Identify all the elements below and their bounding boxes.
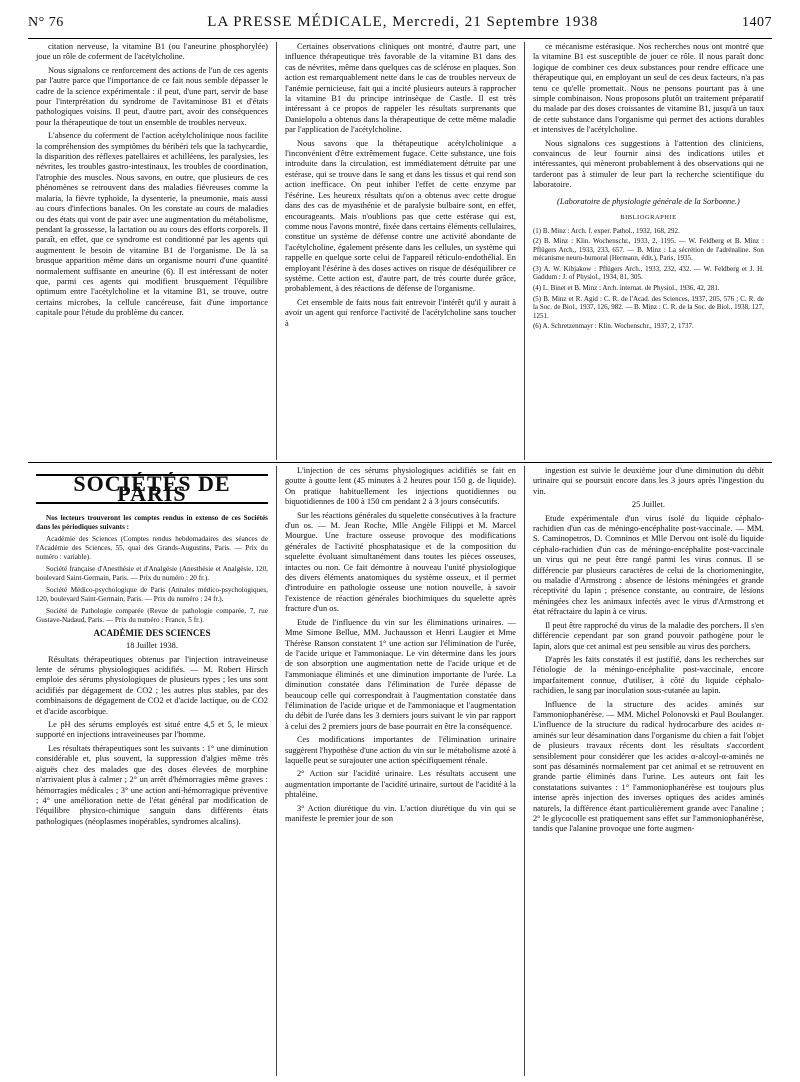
periodical-item: Société Médico-psychologique de Paris (Annales médico-psychologiques, 120, boulevard Saint-Germain, Paris. — Prix du numéro : 24 fr.). — [36, 585, 268, 603]
paragraph: Cet ensemble de faits nous fait entrevoir l'intérêt qu'il y aurait à avoir un agent qui renforce l'activité de l'acétylcholine sans toucher à — [284, 297, 516, 328]
paragraph: Le pH des sérums employés est situé entre 4,5 et 5, le mieux supporté en injections intraveineuses par l'homme. — [36, 720, 268, 740]
issue-number: N° 76 — [28, 15, 64, 30]
bibliography-entry: (6) A. Schretzenmayr : Klin. Wochenschr., 1937, 2, 1737. — [532, 322, 694, 331]
bibliography-title: BIBLIOGRAPHIE — [620, 214, 677, 222]
paragraph: Les résultats thérapeutiques sont les suivants : 1° une diminution considérable et, plus souvent, la suppression d'algies même très aiguës chez des malades que des doses élevées de morphine n'arrivaient plus à calmer ; 2° un arrêt d'hémorragies même graves : hémorragies médicales ; 3° une action anti-hémorragique préventive ; 4° une amélioration nette de l'état général par modification de l'équilibre physico-chimique sanguin dans différents états pathologiques (néoplasmes inopérables, syndromes alcalins). — [36, 743, 268, 826]
paragraph: 2° Action sur l'acidité urinaire. Les résultats accusent une augmentation importante de l'acidité urinaire, surtout de l'acidité à la phtaléine. — [284, 769, 516, 800]
session-date: 25 Juillet. — [631, 500, 665, 510]
article-column-3 — [524, 42, 772, 460]
paragraph: Influence de la structure des acides aminés sur l'ammoniophanérèse. — MM. Michel Polonovski et Paul Boulanger. L'influence de la structure du radical hydrocarbure des acides α-aminés sur leur désamination dans l'organisme du chien a fait l'objet de plusieurs travaux récents dont les résultats s'accordent sensiblement pour considérer que les acides α-alcoyl-α-aminés ne sont pas désaminés normalement par cet animal et se retrouvent en grande partie éliminés dans l'urine. Les auteurs ont fait les constatations suivantes : 1° l'ammoniophanérèse est toujours plus intense après injection des inverses optiques des acides aminés naturels, la différence étant particulièrement grande avec l'analine ; 2° le glycocolle est pratiquement sans effet sur l'ammoniophanérèse, tandis que l'alanine provoque une forte augmen- — [532, 699, 764, 834]
paragraph: Certaines observations cliniques ont montré, d'autre part, une influence thérapeutique très favorable de la vitamine B1 dans des cas de névrites, même dans quelques cas de sclérose en plaques. Son action est remarquablement nette dans le cas de troubles nerveux de l'anémie pernicieuse, fait qui a incité plusieurs auteurs à rapprocher la vitamine B1 du principe intrinsèque de Castle. Il est très intéressant à ce propos de rappeler les résultats surprenants que Danielopolu a obtenus dans la thérapeutique de cette même maladie par l'application de l'acétylcholine. — [284, 42, 516, 135]
article-columns — [28, 42, 772, 460]
paragraph: ingestion est suivie le deuxième jour d'une diminution du débit urinaire qui se poursuit encore dans les 3 jours après l'ingestion du vin. — [532, 466, 764, 496]
paragraph: Nous signalons ce renforcement des actions de l'un de ces agents par l'autre parce que l'importance de ce fait nous semble dépasser le cadre de la science expérimentale : il peut, d'une part, servir de base pour l'interprétation du syndrome de l'avitaminose B1 et d'états pathologiques voisins. Il peut, d'autre part, avoir des conséquences pour la thérapeutique de tout un ensemble de troubles nerveux. — [36, 65, 268, 127]
paragraph: citation nerveuse, la vitamine B1 (ou l'aneurine phosphorylée) joue un rôle de coferment de l'acétylcholine. — [36, 42, 268, 62]
page-header — [28, 14, 772, 38]
paragraph: Résultats thérapeutiques obtenus par l'injection intraveineuse lente de sérums physiologiques acidifiés. — M. Robert Hirsch emploie des sérums physiologiques de plusieurs types ; les uns sont acidifiés par dégagement de CO2 ; les autres plus stables, par des combinaisons de dégagement de CO2 et d'acide lactique, ou de CO2 et d'acide ascorbique. — [36, 654, 268, 716]
paragraph: Sur les réactions générales du squelette consécutives à la fracture d'un os. — M. Jean Roche, Mlle Angèle Filippi et M. Marcel Mourgue. Une fracture osseuse provoque des modifications générales de l'activité phosphatasique et de la composition du squelette évoluant simultanément dans toutes les pièces osseuses, intactes ou non. Ce fait démontre à nouveau l'unité physiologique des divers éléments anatomiques du système osseux, et il permet d'introduire en pathologie osseuse une notion nouvelle, à savoir l'existence de réaction générales biochimiques du squelette après fracture d'un os. — [284, 510, 516, 614]
journal-title: LA PRESSE MÉDICALE, Mercredi, 21 Septembre 1938 — [207, 14, 599, 30]
paragraph: 3° Action diurétique du vin. L'action diurétique du vin qui se manifeste le premier jour de son — [284, 803, 516, 823]
page-number: 1407 — [741, 15, 772, 30]
paragraph: Etude de l'influence du vin sur les éliminations urinaires. — Mme Simone Bellue, MM. Juchausson et Henri Laugier et Mme Thérèse Ranson constatent 1° une action sur l'élimination de l'urée, de l'acide urique et l'ammoniaque. Le vin détermine dans les jours de son absorption une augmentation nette de l'acide urique et de l'ammoniaque éliminés et une diminution importante de l'urée. La diminution constatée dans l'élimination de l'urée dépasse de beaucoup celle qui correspondrait à l'augmentation constatée dans l'élimination de l'acide urique et de l'ammoniaque et l'augmentation du débit de l'urée dans les 3 derniers jours suivant le vin par rapport à celui des 2 premiers jours de base pourrait en être la conséquence. — [284, 617, 516, 731]
session-date: 18 Juillet 1938. — [126, 641, 178, 651]
lab-credit: (Laboratoire de physiologie générale de la Sorbonne.) — [557, 196, 740, 206]
paragraph: Ces modifications importantes de l'élimination urinaire suggèrent l'hypothèse d'une action du vin sur le métabolisme azoté à laquelle peut se surajouter une action spécifiquement rénale. — [284, 735, 516, 765]
paragraph: L'absence du coferment de l'action acétylcholinique nous facilite la compréhension des symptômes du béribéri tels que la tachycardie, la disparition des réflexes patellaires et achilléens, les paralysies, les névrites, les troubles gastro-intestinaux, les troubles de coordination, l'atrophie des muscles. Nous savons, en outre, que plusieurs de ces phénomènes se retrouvent dans des maladies fiévreuses comme la malaria, la fièvre typhoïde, la dysenterie, la pneumonie, mais aussi au cours d'infections banales. On les constate au cours de maladies ou des états qui vont de pair avec une augmentation du métabolisme, pendant la grossesse, la lactation ou au cours des efforts corporels. Il paraît, en effet, que ce syndrome est conditionné par les agents qui augmentent le besoin de vitamine B1 de l'organisme. De là sa brusque apparition même dans un organisme nourri d'une quantité normalement suffisante en aneurine (6). Il est intéressant de noter que, parmi ces agents qui modifient brusquement l'équilibre optimum entre l'acétylcholine et la vitamine B1, se trouve, outre certains microbes, la cellule cancéreuse, fait d'une importance capitale pour l'étude du problème du cancer. — [36, 131, 268, 318]
periodical-item: Société de Pathologie comparée (Revue de pathologie comparée, 7, rue Gustave-Nadaud, Paris. — Prix du numéro : France, 5 fr.). — [36, 606, 268, 624]
bibliography — [533, 227, 764, 332]
article-column-1 — [28, 42, 276, 460]
societes-column-3 — [524, 466, 772, 1076]
paragraph: Nous savons que la thérapeutique acétylcholinique a l'inconvénient d'être extrêmement fugace. Cette substance, une fois introduite dans la circulation, est immédiatement détruite par une estérase, qui se trouve dans le sang et dans les tissus et qui rend son action inefficace. On peut inhiber l'effet de cette enzyme par l'ésérine. Les heureux résultats qu'on a obtenus avec cette drogue dans des cas de myasthénie et de paralysie bulbaire sont, en effet, encourageants. Mais n'oublions pas que cette estérase qui est, comme nous l'avons montré, fixée dans certains éléments cellulaires, constitue un système de défense contre une activité abondante de l'acétylcholine, également présente dans les cellules, un système qui rappelle en quelque sorte celui de l'appareil réticulo-endothélial. En employant l'ésérine à des doses actives on risque de déséquilibrer ce système. Cette action est, d'autre part, de très courte durée grâce, probablement, à des réactions de défense de l'organisme. — [284, 138, 516, 294]
section-divider — [28, 462, 772, 463]
header-rule — [28, 38, 772, 39]
societes-column-2 — [276, 466, 524, 1076]
paragraph: L'injection de ces sérums physiologiques acidifiés se fait en goutte à goutte lent (45 minutes à 2 heures pour 150 g. de liquide). On pratique habituellement les injections quotidiennes ou biquotidiennes de 100 à 150 cm pendant 2 à 3 jours consécutifs. — [284, 466, 516, 507]
section-title: SOCIÉTÉS DE PARIS — [36, 474, 268, 504]
paragraph: Etude expérimentale d'un virus isolé du liquide céphalo-rachidien d'un cas de méningo-encéphalite post-vaccinale. — MM. S. Caminopetros, D. Comninos et Mlle Dervou ont isolé du liquide céphalo-rachidien d'un cas de méningo-encéphalite post-vaccinale un virus qui ne peut être rangé parmi les virus connus. Il se différencie par plusieurs caractères de celui de la choriomeningite, ou maladie d'Armstrong : absence de lésions méningées et grande réceptivité du lapin ; présence constante, au contraire, de lésions méningées chez les animaux infectés avec le virus d'Armstrong et état réfractaire du lapin à ce virus. — [532, 513, 764, 617]
article-column-2 — [276, 42, 524, 460]
bibliography-entry: (4) L. Binet et B. Minz : Arch. internat. de Physiol., 1936, 42, 281. — [532, 284, 720, 293]
bibliography-entry: (3) A. W. Kibjakow : Pflügers Arch., 1933, 232, 432. — W. Feldberg et J. H. Gaddum : J. of Physiol., 1934, 81, 305. — [532, 264, 764, 282]
periodicals-list — [36, 514, 268, 625]
bibliography-entry: (1) B. Minz : Arch. f. exper. Pathol., 1932, 168, 292. — [532, 226, 680, 235]
periodicals-intro: Nos lecteurs trouveront les comptes rendus in extenso de ces Sociétés dans les périodiques suivants : — [36, 513, 268, 531]
paragraph: Nous signalons ces suggestions à l'attention des cliniciens, convaincus de leur fournir ainsi des indications utiles et intéressantes, qui mèneront probablement à des observations qui ne tarderont pas à stimuler de leur part la recherche scientifique du laboratoire. — [532, 138, 764, 190]
periodical-item: Société française d'Anesthésie et d'Analgésie (Anesthésie et Analgésie, 120, boulevard Saint-Germain, Paris. — Prix du numéro : 20 fr.). — [36, 564, 268, 582]
paragraph: Il peut être rapproché du virus de la maladie des porchers. Il s'en différencie cependant par son grand pouvoir pathogène pour le lapin, alors que cet animal est peu sensible au virus des porchers. — [532, 620, 764, 651]
societes-columns — [28, 466, 772, 1076]
periodical-item: Académie des Sciences (Comptes rendus hebdomadaires des séances de l'Académie des Sciences, 55, quai des Grands-Augustins, Paris. — Prix du numéro : variable). — [36, 534, 268, 561]
paragraph: ce mécanisme estérasique. Nos recherches nous ont montré que la vitamine B1 est susceptible de jouer ce rôle. Il nous paraît donc logique de combiner ces deux substances pour rendre efficace une thérapeutique qui, en employant un seul de ces deux facteurs, n'a pas tenu ce qu'elle promettait. Nous ne pensons pourtant pas à une simple combinaison. Nous proposons plutôt un traitement préparatif du malade par des doses croissantes de vitamine B1, jusqu'à un taux de cette substance dans l'organisme qui permet des actions durables et intensives de l'acétylcholine. — [532, 42, 764, 135]
academie-heading: ACADÉMIE DES SCIENCES — [93, 627, 211, 638]
paragraph: D'après les faits constatés il est justifié, dans les recherches sur l'étiologie de la méningo-encéphalite post-vaccinale, encore imparfaitement connue, d'utiliser, à côté du liquide céphalo-rachidien, le sang par inoculation sous-cutanée au lapin. — [532, 654, 764, 696]
bibliography-entry: (5) B. Minz et R. Agid : C. R. de l'Acad. des Sciences, 1937, 205, 576 ; C. R. de la Soc. de Biol., 1937, 126, 982. — B. Minz : C. R. de la Soc. de Biol., 1938, 127, 1251. — [532, 294, 764, 320]
societes-column-1 — [28, 466, 276, 1076]
bibliography-entry: (2) B. Minz : Klin. Wochenschr., 1933, 2, 1195. — W. Feldberg et B. Minz : Pflügers Arch., 1933, 233, 657. — B. Minz : La sécrétion de l'adrénaline. Son mécanisme neuro-humoral (Hermann, édit.), Paris, 1935. — [532, 237, 764, 263]
